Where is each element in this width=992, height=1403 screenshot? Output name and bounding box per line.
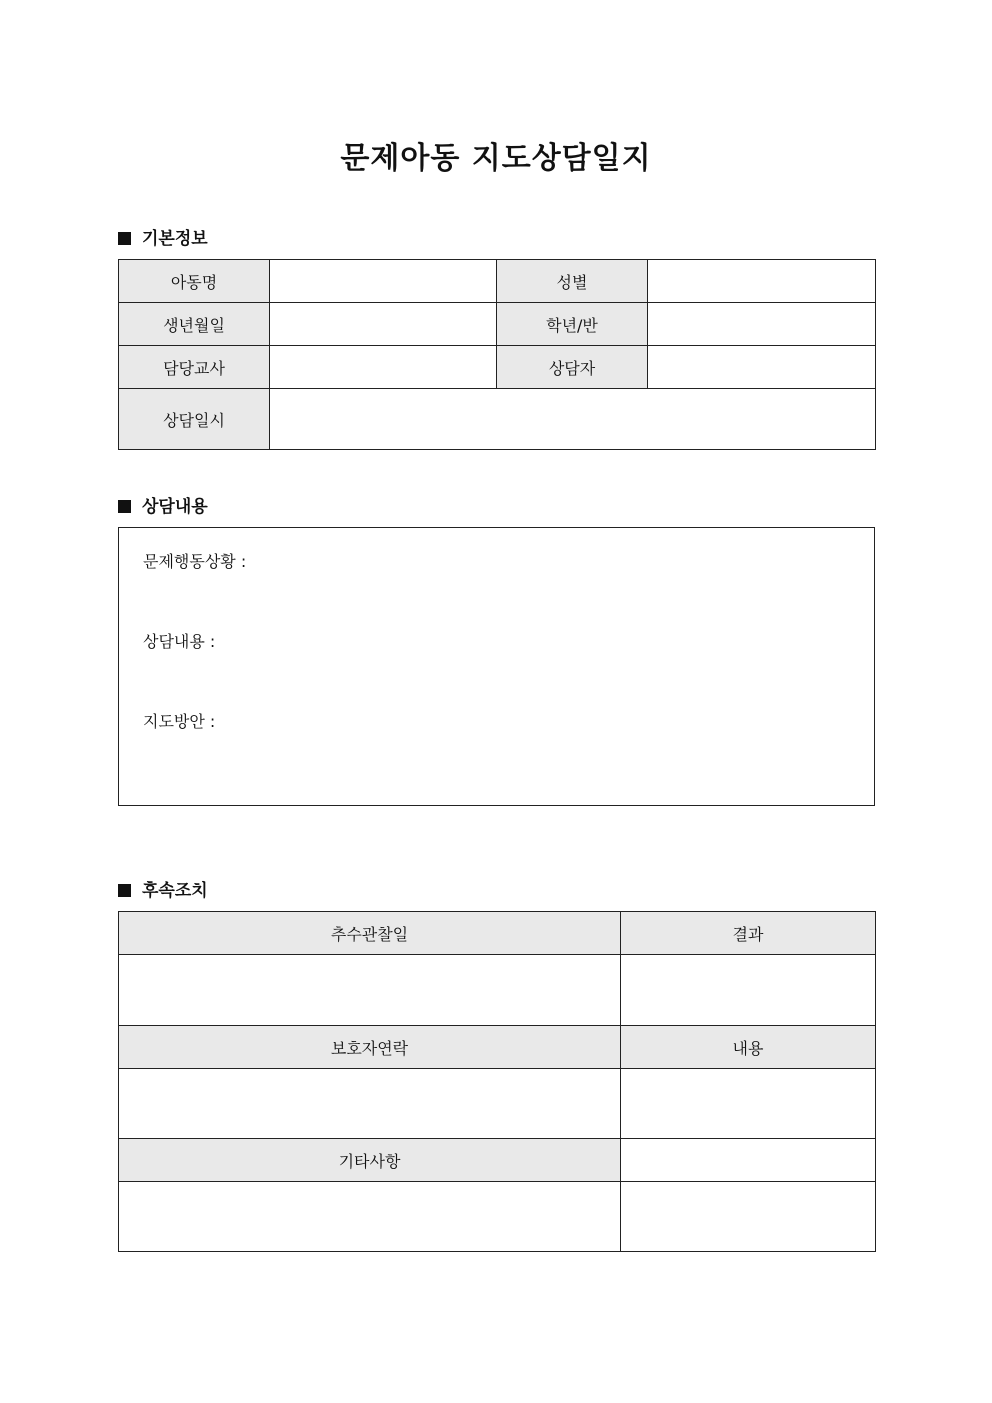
teacher-label: 담당교사 bbox=[119, 346, 270, 389]
gender-field[interactable] bbox=[648, 260, 876, 303]
counsel-datetime-label: 상담일시 bbox=[119, 389, 270, 450]
teacher-field[interactable] bbox=[270, 346, 497, 389]
other-extra-field-2[interactable] bbox=[621, 1182, 876, 1252]
birth-date-field[interactable] bbox=[270, 303, 497, 346]
section-heading-followup bbox=[118, 876, 208, 901]
table-row bbox=[119, 389, 876, 450]
guardian-contact-field[interactable] bbox=[119, 1069, 621, 1139]
child-name-label: 아동명 bbox=[119, 260, 270, 303]
guardian-contact-label: 보호자연락 bbox=[119, 1026, 621, 1069]
square-bullet-icon bbox=[118, 232, 131, 245]
table-row bbox=[119, 1069, 876, 1139]
details-field[interactable] bbox=[621, 1069, 876, 1139]
result-label: 결과 bbox=[621, 912, 876, 955]
grade-class-field[interactable] bbox=[648, 303, 876, 346]
basic-info-table bbox=[118, 259, 876, 450]
table-row bbox=[119, 1182, 876, 1252]
birth-date-label: 생년월일 bbox=[119, 303, 270, 346]
table-row bbox=[119, 260, 876, 303]
table-row bbox=[119, 303, 876, 346]
page-title: 문제아동 지도상담일지 bbox=[340, 141, 652, 176]
square-bullet-icon bbox=[118, 884, 131, 897]
section-title: 상담내용 bbox=[142, 497, 208, 517]
table-row bbox=[119, 912, 876, 955]
counselor-field[interactable] bbox=[648, 346, 876, 389]
table-row bbox=[119, 955, 876, 1026]
table-row bbox=[119, 1026, 876, 1069]
table-row bbox=[119, 1139, 876, 1182]
observation-date-label: 추수관찰일 bbox=[119, 912, 621, 955]
counsel-content-label: 상담내용 : bbox=[143, 632, 216, 651]
problem-behavior-label: 문제행동상황 : bbox=[143, 552, 247, 571]
section-title: 기본정보 bbox=[142, 229, 208, 249]
counsel-datetime-field[interactable] bbox=[270, 389, 876, 450]
observation-date-field[interactable] bbox=[119, 955, 621, 1026]
counselor-label: 상담자 bbox=[497, 346, 648, 389]
square-bullet-icon bbox=[118, 500, 131, 513]
counsel-content-box[interactable] bbox=[118, 527, 875, 806]
guidance-label: 지도방안 : bbox=[143, 712, 216, 731]
gender-label: 성별 bbox=[497, 260, 648, 303]
section-title: 후속조치 bbox=[142, 881, 208, 901]
followup-table bbox=[118, 911, 876, 1252]
other-field[interactable] bbox=[119, 1182, 621, 1252]
child-name-field[interactable] bbox=[270, 260, 497, 303]
details-label: 내용 bbox=[621, 1026, 876, 1069]
section-heading-basic-info bbox=[118, 224, 208, 249]
section-heading-counsel bbox=[118, 492, 208, 517]
table-row bbox=[119, 346, 876, 389]
other-label: 기타사항 bbox=[119, 1139, 621, 1182]
other-extra-field[interactable] bbox=[621, 1139, 876, 1182]
grade-class-label: 학년/반 bbox=[497, 303, 648, 346]
result-field[interactable] bbox=[621, 955, 876, 1026]
